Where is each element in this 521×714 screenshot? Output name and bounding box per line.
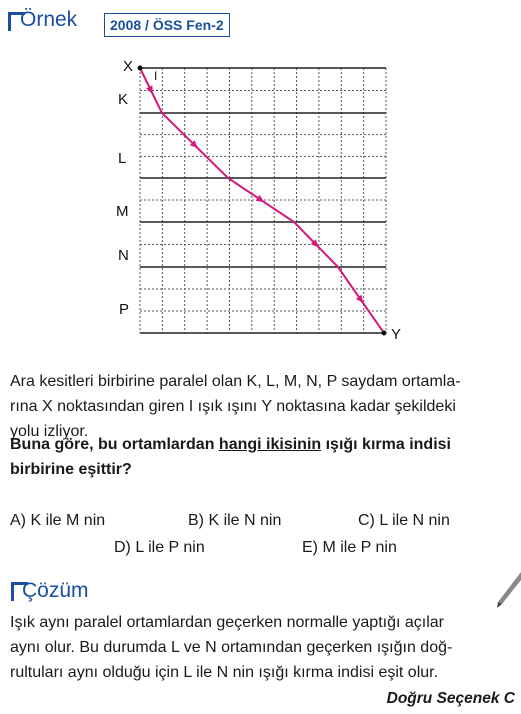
- question-part-1: Buna göre, bu ortamlardan: [10, 436, 219, 453]
- layer-label-n: N: [118, 247, 129, 264]
- question-underlined: hangi ikisinin: [218, 436, 322, 453]
- question-part-2: ışığı kırma indisi: [321, 436, 451, 453]
- ray-label: I: [154, 69, 158, 83]
- option-c[interactable]: C) L ile N nin: [358, 512, 450, 529]
- source-tag: 2008 / ÖSS Fen-2: [104, 13, 230, 37]
- solution-title: Çözüm: [22, 579, 89, 602]
- solution-text: [10, 610, 515, 685]
- problem-line-1: Ara kesitleri birbirine paralel olan K, L, M, N, P saydam ortamla-: [10, 373, 461, 390]
- layer-label-l: L: [118, 150, 127, 167]
- layer-label-m: M: [116, 203, 129, 220]
- question-line-2: birbirine eşittir?: [10, 461, 132, 478]
- option-b[interactable]: B) K ile N nin: [188, 512, 282, 529]
- question-text: [10, 432, 515, 482]
- problem-line-3: yolu izliyor.: [10, 423, 89, 440]
- problem-line-2: rına X noktasından giren I ışık ışını Y noktasına kadar şekildeki: [10, 398, 456, 415]
- solution-line-2: aynı olur. Bu durumda L ve N ortamından geçerken ışığın doğ-: [10, 639, 453, 656]
- pencil-icon: [496, 570, 521, 610]
- refraction-figure: [0, 50, 521, 350]
- option-e[interactable]: E) M ile P nin: [302, 539, 397, 556]
- question-line-1: [10, 432, 515, 457]
- layer-label-p: P: [119, 301, 130, 318]
- example-title: Örnek: [20, 8, 78, 31]
- point-y-dot: [382, 331, 387, 336]
- layer-label-k: K: [118, 91, 129, 108]
- point-x-label: X: [123, 58, 134, 75]
- solution-line-3: rultuları aynı olduğu için L ile N nin ışığı kırma indisi eşit olur.: [10, 664, 439, 681]
- option-d[interactable]: D) L ile P nin: [114, 539, 205, 556]
- ray-arrow-icon: [146, 85, 156, 95]
- correct-answer: Doğru Seçenek C: [386, 690, 515, 707]
- solution-line-1: Işık aynı paralel ortamlardan geçerken normalle yaptığı açılar: [10, 614, 444, 631]
- point-x-dot: [138, 66, 143, 71]
- option-a[interactable]: A) K ile M nin: [10, 512, 106, 529]
- point-y-label: Y: [391, 326, 402, 343]
